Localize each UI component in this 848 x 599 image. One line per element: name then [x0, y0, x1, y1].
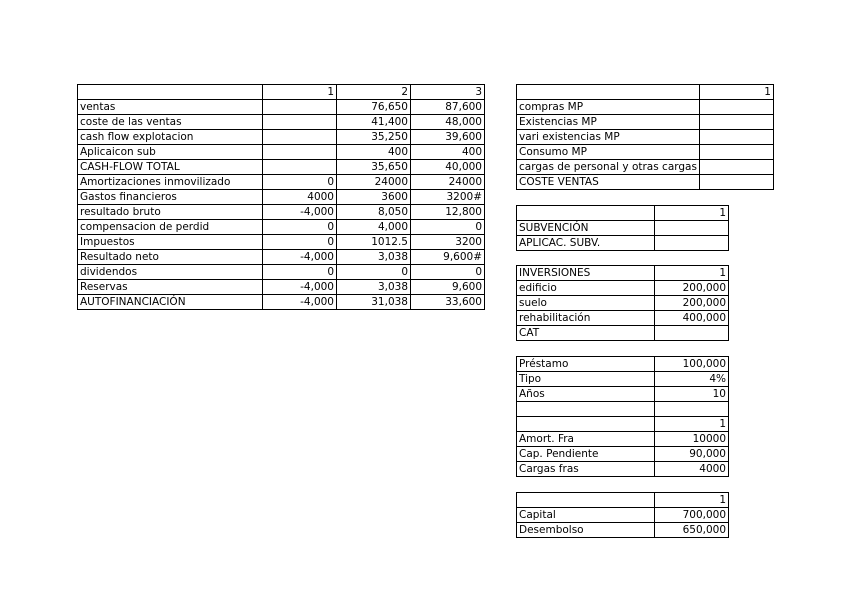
cost-of-sales-table [516, 84, 774, 190]
row-label-cell[interactable]: Años [517, 387, 655, 402]
costs-row [517, 115, 774, 130]
value-cell[interactable]: 0 [411, 220, 485, 235]
value-cell[interactable]: 41,400 [337, 115, 411, 130]
value-cell[interactable]: 39,600 [411, 130, 485, 145]
subsidy-row [517, 236, 729, 251]
value-cell[interactable] [263, 145, 337, 160]
row-label-cell[interactable]: cargas de personal y otras cargas [517, 160, 700, 175]
value-cell[interactable]: 0 [337, 265, 411, 280]
value-cell[interactable]: 4000 [263, 190, 337, 205]
value-cell[interactable] [655, 402, 729, 417]
value-cell[interactable] [655, 236, 729, 251]
row-label-cell[interactable] [517, 402, 655, 417]
value-cell[interactable] [699, 175, 773, 190]
value-cell[interactable] [655, 221, 729, 236]
capital-table [516, 492, 729, 538]
value-cell[interactable]: 3200# [411, 190, 485, 205]
value-cell[interactable]: 1 [263, 85, 337, 100]
results-row [78, 160, 485, 175]
costs-row [517, 130, 774, 145]
value-cell[interactable] [699, 130, 773, 145]
value-cell[interactable]: 10 [655, 387, 729, 402]
value-cell[interactable]: 12,800 [411, 205, 485, 220]
value-cell[interactable]: 1012.5 [337, 235, 411, 250]
row-label-cell[interactable]: edificio [517, 281, 655, 296]
value-cell[interactable]: 24000 [411, 175, 485, 190]
value-cell[interactable]: -4,000 [263, 280, 337, 295]
value-cell[interactable] [699, 160, 773, 175]
results-row [78, 190, 485, 205]
results-row [78, 220, 485, 235]
results-table [77, 84, 485, 310]
value-cell[interactable]: -4,000 [263, 250, 337, 265]
value-cell[interactable] [699, 145, 773, 160]
row-label-cell[interactable]: resultado bruto [78, 205, 263, 220]
value-cell[interactable]: 87,600 [411, 100, 485, 115]
value-cell[interactable]: 400 [337, 145, 411, 160]
investments-row [517, 326, 729, 341]
value-cell[interactable]: 9,600 [411, 280, 485, 295]
value-cell[interactable]: 700,000 [655, 508, 729, 523]
value-cell[interactable]: 1 [699, 85, 773, 100]
results-header-row [78, 85, 485, 100]
value-cell[interactable]: -4,000 [263, 295, 337, 310]
costs-row [517, 160, 774, 175]
value-cell[interactable] [699, 100, 773, 115]
row-label-cell[interactable]: Amort. Fra [517, 432, 655, 447]
row-label-cell[interactable] [517, 206, 655, 221]
value-cell[interactable]: 33,600 [411, 295, 485, 310]
value-cell[interactable]: 4000 [655, 462, 729, 477]
row-label-cell[interactable]: APLICAC. SUBV. [517, 236, 655, 251]
value-cell[interactable]: 0 [263, 220, 337, 235]
capital-row [517, 508, 729, 523]
value-cell[interactable]: 8,050 [337, 205, 411, 220]
value-cell[interactable]: 3,038 [337, 280, 411, 295]
subsidy-header-row [517, 206, 729, 221]
row-label-cell[interactable]: Tipo [517, 372, 655, 387]
value-cell[interactable]: 100,000 [655, 357, 729, 372]
loan-row [517, 447, 729, 462]
value-cell[interactable] [655, 326, 729, 341]
investments-table [516, 265, 729, 341]
row-label-cell[interactable]: COSTE VENTAS [517, 175, 700, 190]
row-label-cell[interactable]: SUBVENCIÓN [517, 221, 655, 236]
results-row [78, 175, 485, 190]
row-label-cell[interactable] [517, 417, 655, 432]
capital-row [517, 523, 729, 538]
value-cell[interactable]: 48,000 [411, 115, 485, 130]
value-cell[interactable]: 31,038 [337, 295, 411, 310]
value-cell[interactable]: 650,000 [655, 523, 729, 538]
value-cell[interactable]: 24000 [337, 175, 411, 190]
row-label-cell[interactable]: Impuestos [78, 235, 263, 250]
investments-row [517, 296, 729, 311]
costs-row [517, 100, 774, 115]
loan-row [517, 357, 729, 372]
row-label-cell[interactable]: Resultado neto [78, 250, 263, 265]
row-label-cell[interactable]: Cap. Pendiente [517, 447, 655, 462]
value-cell[interactable]: -4,000 [263, 205, 337, 220]
row-label-cell[interactable]: CAT [517, 326, 655, 341]
row-label-cell[interactable]: coste de las ventas [78, 115, 263, 130]
value-cell[interactable]: 9,600# [411, 250, 485, 265]
row-label-cell[interactable]: Amortizaciones inmovilizado [78, 175, 263, 190]
value-cell[interactable] [263, 160, 337, 175]
loan-table [516, 356, 729, 477]
results-row [78, 205, 485, 220]
row-label-cell[interactable]: CASH-FLOW TOTAL [78, 160, 263, 175]
value-cell[interactable] [263, 115, 337, 130]
results-row [78, 235, 485, 250]
value-cell[interactable]: 35,250 [337, 130, 411, 145]
results-row [78, 280, 485, 295]
value-cell[interactable]: 2 [337, 85, 411, 100]
loan-row [517, 462, 729, 477]
row-label-cell[interactable] [517, 493, 655, 508]
row-label-cell[interactable]: suelo [517, 296, 655, 311]
row-label-cell[interactable]: AUTOFINANCIACIÓN [78, 295, 263, 310]
subsidy-row [517, 221, 729, 236]
row-label-cell[interactable]: compensacion de perdid [78, 220, 263, 235]
row-label-cell[interactable]: compras MP [517, 100, 700, 115]
value-cell[interactable]: 200,000 [655, 281, 729, 296]
row-label-cell[interactable]: Gastos financieros [78, 190, 263, 205]
investments-row [517, 266, 729, 281]
investments-row [517, 281, 729, 296]
loan-row [517, 387, 729, 402]
costs-row [517, 145, 774, 160]
value-cell[interactable] [263, 100, 337, 115]
row-label-cell[interactable]: Consumo MP [517, 145, 700, 160]
value-cell[interactable]: 400 [411, 145, 485, 160]
row-label-cell[interactable]: Cargas fras [517, 462, 655, 477]
row-label-cell[interactable]: Desembolso [517, 523, 655, 538]
value-cell[interactable]: 3,038 [337, 250, 411, 265]
value-cell[interactable]: 0 [263, 235, 337, 250]
costs-row [517, 175, 774, 190]
value-cell[interactable]: 1 [655, 266, 729, 281]
row-label-cell[interactable]: Existencias MP [517, 115, 700, 130]
value-cell[interactable]: 3200 [411, 235, 485, 250]
loan-row [517, 432, 729, 447]
value-cell[interactable]: 35,650 [337, 160, 411, 175]
row-label-cell[interactable] [517, 85, 700, 100]
results-row [78, 265, 485, 280]
results-row [78, 100, 485, 115]
value-cell[interactable]: 3 [411, 85, 485, 100]
value-cell[interactable] [263, 130, 337, 145]
capital-header-row [517, 493, 729, 508]
row-label-cell[interactable]: Préstamo [517, 357, 655, 372]
costs-header-row [517, 85, 774, 100]
row-label-cell[interactable]: ventas [78, 100, 263, 115]
value-cell[interactable]: 1 [655, 206, 729, 221]
value-cell[interactable]: 90,000 [655, 447, 729, 462]
value-cell[interactable]: 1 [655, 417, 729, 432]
results-row [78, 115, 485, 130]
value-cell[interactable]: 76,650 [337, 100, 411, 115]
value-cell[interactable]: 10000 [655, 432, 729, 447]
investments-row [517, 311, 729, 326]
row-label-cell[interactable]: Reservas [78, 280, 263, 295]
value-cell[interactable]: 0 [263, 175, 337, 190]
value-cell[interactable]: 4% [655, 372, 729, 387]
results-row [78, 250, 485, 265]
results-row [78, 295, 485, 310]
row-label-cell[interactable]: dividendos [78, 265, 263, 280]
row-label-cell[interactable]: Aplicaicon sub [78, 145, 263, 160]
row-label-cell[interactable]: Capital [517, 508, 655, 523]
row-label-cell[interactable]: cash flow explotacion [78, 130, 263, 145]
subsidy-table [516, 205, 729, 251]
loan-row [517, 402, 729, 417]
loan-row [517, 417, 729, 432]
value-cell[interactable]: 1 [655, 493, 729, 508]
value-cell[interactable]: 200,000 [655, 296, 729, 311]
value-cell[interactable]: 4,000 [337, 220, 411, 235]
row-label-cell[interactable]: rehabilitación [517, 311, 655, 326]
loan-row [517, 372, 729, 387]
value-cell[interactable]: 400,000 [655, 311, 729, 326]
value-cell[interactable] [699, 115, 773, 130]
row-label-cell[interactable]: vari existencias MP [517, 130, 700, 145]
results-row [78, 145, 485, 160]
row-label-cell[interactable]: INVERSIONES [517, 266, 655, 281]
value-cell[interactable]: 0 [411, 265, 485, 280]
results-row [78, 130, 485, 145]
value-cell[interactable]: 0 [263, 265, 337, 280]
value-cell[interactable]: 40,000 [411, 160, 485, 175]
value-cell[interactable]: 3600 [337, 190, 411, 205]
row-label-cell[interactable] [78, 85, 263, 100]
